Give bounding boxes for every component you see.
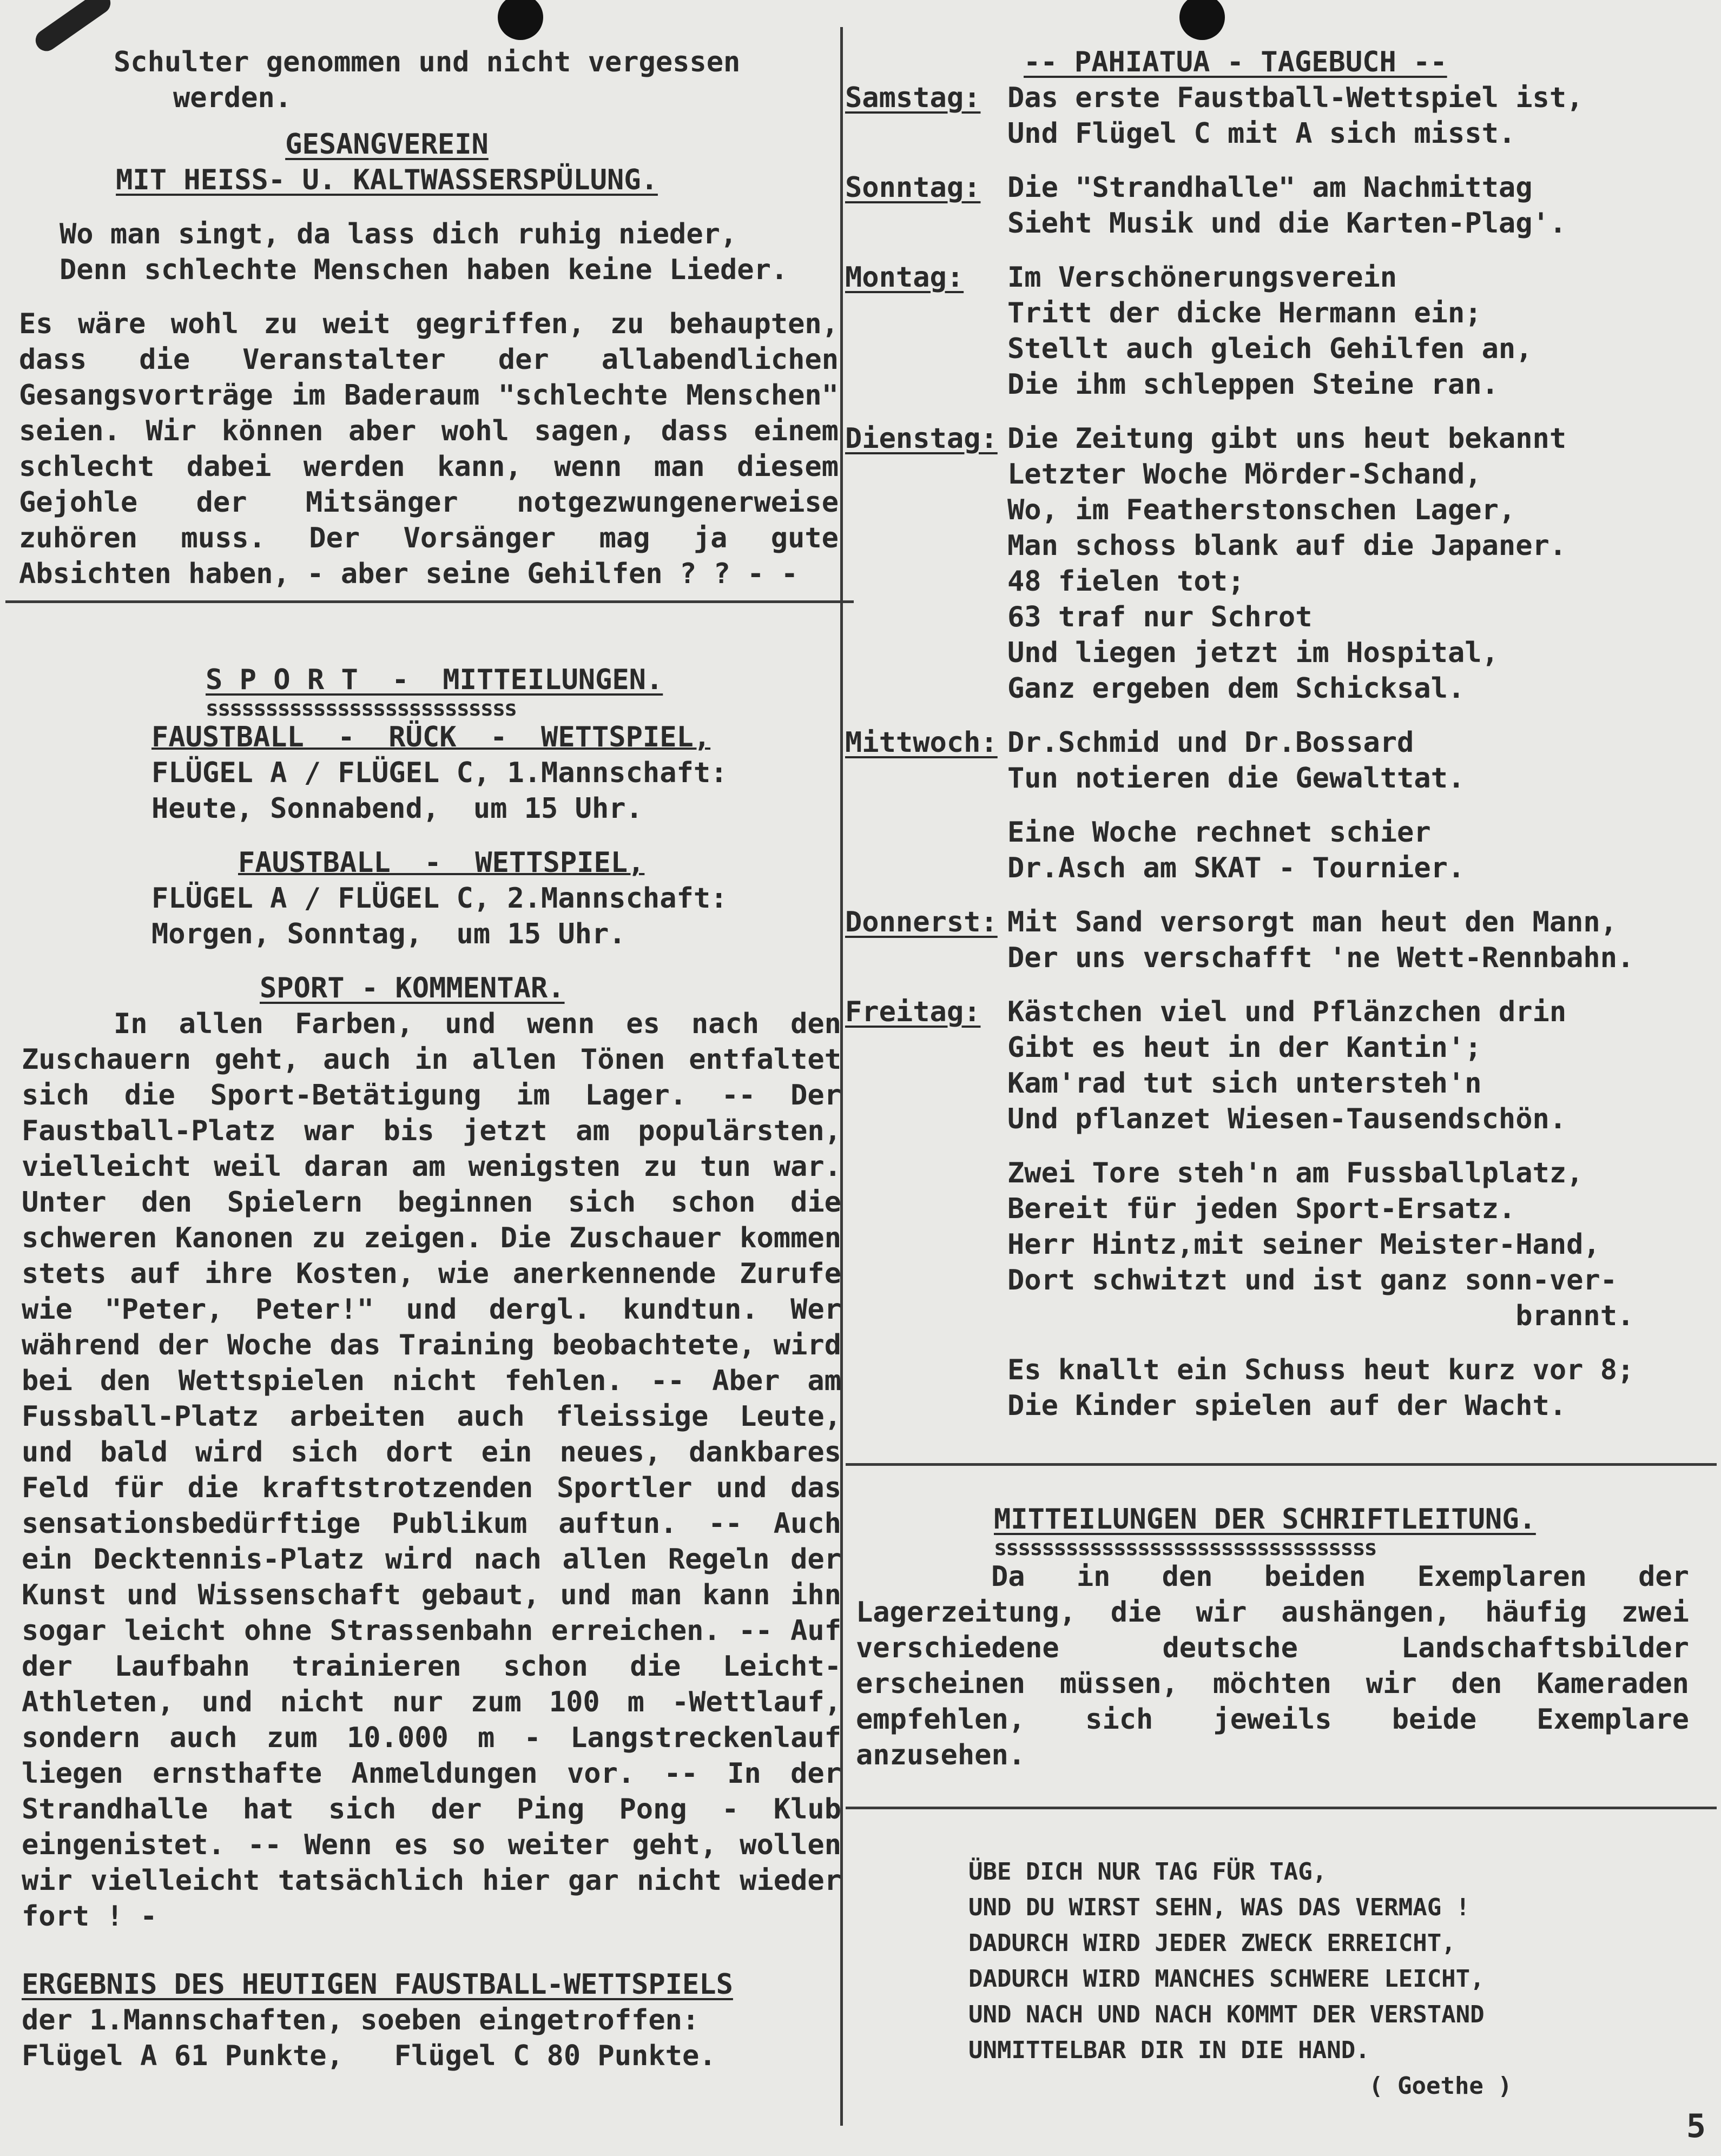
diary-line: Kam'rad tut sich untersteh'n	[1007, 1067, 1482, 1100]
diary-day-label: Mittwoch:	[845, 726, 998, 759]
gesang-heading	[0, 127, 822, 198]
diary-line: Tun notieren die Gewalttat.	[1007, 762, 1465, 795]
intro-line: Schulter genommen und nicht vergessen	[114, 46, 741, 78]
diary-line: Ganz ergeben dem Schicksal.	[1007, 672, 1465, 705]
match-2	[151, 845, 822, 952]
diary-line: Und liegen jetzt im Hospital,	[1007, 637, 1499, 669]
left-column	[19, 44, 841, 2074]
diary-line: Bereit für jeden Sport-Ersatz.	[1007, 1193, 1516, 1225]
ergebnis-line: der 1.Mannschaften, soeben eingetroffen:	[22, 2004, 700, 2036]
diary-line: Mit Sand versorgt man heut den Mann,	[1007, 906, 1618, 938]
diary-line: Die Kinder spielen auf der Wacht.	[1007, 1390, 1567, 1422]
diary-day-label: Samstag:	[845, 82, 981, 114]
diary-line: Im Verschönerungsverein	[1007, 261, 1397, 294]
diary-day-label: Freitag:	[845, 996, 981, 1028]
mitteilungen-heading-deco: ssssssssssssssssssssssssssssssss	[994, 1537, 1376, 1559]
diary-line: 63 traf nur Schrot	[1007, 601, 1313, 633]
diary-line: Tritt der dicke Hermann ein;	[1007, 297, 1482, 329]
motto-line: Wo man singt, da lass dich ruhig nieder,	[60, 218, 737, 250]
gesang-article: Es wäre wohl zu weit gegriffen, zu behaupten, dass die Veranstalter der allabendlichen Gesangsvorträge im Baderaum "schlechte Menschen" seien. Wir können aber wohl sagen, dass einem schlecht dabei werden kann, wenn man diesem Gejohle der Mitsänger notgezwungenerweise zuhören muss. Der Vorsänger mag ja gute Absichten haben, - aber seine Gehilfen ? ? - -	[19, 308, 839, 590]
quote-line: ÜBE DICH NUR TAG FÜR TAG,	[968, 1858, 1327, 1886]
diary-line: brannt.	[1007, 1300, 1634, 1332]
match-2-teams: FLÜGEL A / FLÜGEL C, 2.Mannschaft:	[151, 882, 728, 915]
quote-line: UND NACH UND NACH KOMMT DER VERSTAND	[968, 2001, 1485, 2028]
right-column	[845, 44, 1711, 2104]
ergebnis-line: Flügel A 61 Punkte, Flügel C 80 Punkte.	[22, 2040, 716, 2072]
sport-heading: S P O R T - MITTEILUNGEN.	[206, 664, 663, 696]
diary-freitag	[845, 994, 1711, 1424]
diary-line: Der uns verschafft 'ne Wett-Rennbahn.	[1007, 942, 1634, 974]
gesang-heading-line: GESANGVEREIN	[285, 128, 489, 161]
diary-donnerstag	[845, 904, 1711, 976]
quote-line: UNMITTELBAR DIR IN DIE HAND.	[968, 2036, 1370, 2064]
diary-line: Es knallt ein Schuss heut kurz vor 8;	[1007, 1354, 1634, 1386]
match-1	[151, 719, 822, 826]
gesang-heading-line: MIT HEISS- U. KALTWASSERSPÜLUNG.	[116, 164, 658, 196]
diary-line: Man schoss blank auf die Japaner.	[1007, 530, 1567, 562]
intro-text	[114, 44, 822, 116]
diary-line: Kästchen viel und Pflänzchen drin	[1007, 996, 1567, 1028]
diary-line: Herr Hintz,mit seiner Meister-Hand,	[1007, 1228, 1600, 1261]
diary-line: Die Zeitung gibt uns heut bekannt	[1007, 422, 1567, 455]
goethe-quote	[968, 1854, 1711, 2104]
mitteilungen-heading: MITTEILUNGEN DER SCHRIFTLEITUNG.	[994, 1503, 1536, 1536]
diary-line: Letzter Woche Mörder-Schand,	[1007, 458, 1482, 491]
tagebuch-heading: -- PAHIATUA - TAGEBUCH --	[1024, 46, 1447, 78]
sport-heading-deco: ssssssssssssssssssssssssss	[206, 698, 517, 719]
kommentar-article: In allen Farben, und wenn es nach den Zuschauern geht, auch in allen Tönen entfaltet sich die Sport-Betätigung im Lager. -- Der Faustball-Platz war bis jetzt am populärsten, vielleicht weil daran am wenigsten zu tun war. Unter den Spielern beginnen sich schon die schweren Kanonen zu zeigen. Die Zuschauer kommen stets auf ihre Kosten, wie anerkennende Zurufe wie "Peter, Peter!" und dergl. kundtun. Wer während der Woche das Training beobachtete, wird bei den Wettspielen nicht fehlen. -- Aber am Fussball-Platz arbeiten auch fleissige Leute, und bald wird sich dort ein neues, dankbares Feld für die kraftstrotzenden Sportler und das sensationsbedürftige Publikum auftun. -- Auch ein Decktennis-Platz wird nach allen Regeln der Kunst und Wissenschaft gebaut, und man kann ihn sogar leicht ohne Strassenbahn erreichen. -- Auf der Laufbahn trainieren schon die Leicht-Athleten, und nicht nur zum 100 m -Wettlauf, sondern auch zum 10.000 m - Langstreckenlauf liegen ernsthafte Anmeldungen vor. -- In der Strandhalle hat sich der Ping Pong - Klub eingenistet. -- Wenn es so weiter geht, wollen wir vielleicht tatsächlich hier gar nicht wieder fort ! -	[22, 1008, 841, 1933]
diary-day-label: Dienstag:	[845, 422, 998, 455]
punch-hole-right	[1179, 0, 1225, 40]
kommentar-heading: SPORT - KOMMENTAR.	[260, 972, 565, 1004]
quote-line: UND DU WIRST SEHN, WAS DAS VERMAG !	[968, 1894, 1471, 1921]
match-2-time: Morgen, Sonntag, um 15 Uhr.	[151, 918, 626, 950]
diary-line: Eine Woche rechnet schier	[1007, 816, 1431, 849]
diary-montag	[845, 260, 1711, 402]
diary-line: Das erste Faustball-Wettspiel ist,	[1007, 82, 1584, 114]
diary-line: Die ihm schleppen Steine ran.	[1007, 368, 1499, 401]
match-1-teams: FLÜGEL A / FLÜGEL C, 1.Mannschaft:	[151, 757, 728, 789]
diary-line: 48 fielen tot;	[1007, 565, 1245, 598]
diary-line: Zwei Tore steh'n am Fussballplatz,	[1007, 1157, 1584, 1189]
diary-line: Stellt auch gleich Gehilfen an,	[1007, 333, 1533, 365]
diary-day-label: Donnerst:	[845, 906, 998, 938]
match-1-time: Heute, Sonnabend, um 15 Uhr.	[151, 792, 643, 825]
motto-line: Denn schlechte Menschen haben keine Lieder.	[60, 254, 788, 286]
quote-line: DADURCH WIRD JEDER ZWECK ERREICHT,	[968, 1929, 1456, 1957]
intro-line: werden.	[173, 82, 292, 114]
diary-line: Wo, im Featherstonschen Lager,	[1007, 494, 1516, 526]
diary-sonntag	[845, 170, 1711, 241]
match-2-title: FAUSTBALL - WETTSPIEL,	[238, 846, 645, 879]
diary-line: Und pflanzet Wiesen-Tausendschön.	[1007, 1103, 1567, 1135]
quote-line: DADURCH WIRD MANCHES SCHWERE LEICHT,	[968, 1965, 1485, 1993]
match-1-title: FAUSTBALL - RÜCK - WETTSPIEL,	[151, 721, 711, 753]
diary-dienstag	[845, 421, 1711, 706]
gesang-motto	[60, 216, 822, 288]
ergebnis-heading: ERGEBNIS DES HEUTIGEN FAUSTBALL-WETTSPIELS	[22, 1968, 733, 2001]
diary-mittwoch	[845, 725, 1711, 886]
diary-line: Die "Strandhalle" am Nachmittag	[1007, 171, 1533, 204]
punch-hole-left	[498, 0, 543, 40]
page-number: 5	[1686, 2107, 1706, 2145]
diary-line: Dr.Schmid und Dr.Bossard	[1007, 726, 1414, 759]
mitteilungen-article: Da in den beiden Exemplaren der Lagerzeitung, die wir aushängen, häufig zwei verschiedene deutsche Landschaftsbilder erscheinen müssen, möchten wir den Kameraden empfehlen, sich jeweils beide Exemplare anzusehen.	[856, 1560, 1689, 1771]
diary-day-label: Sonntag:	[845, 171, 981, 204]
quote-author: ( Goethe )	[1369, 2072, 1512, 2100]
diary-line: Dort schwitzt und ist ganz sonn-ver-	[1007, 1264, 1618, 1297]
diary-line: Dr.Asch am SKAT - Tournier.	[1007, 852, 1465, 884]
diary-line: Und Flügel C mit A sich misst.	[1007, 117, 1516, 150]
diary-line: Sieht Musik und die Karten-Plag'.	[1007, 207, 1567, 240]
diary-day-label: Montag:	[845, 261, 964, 294]
diary-line: Gibt es heut in der Kantin';	[1007, 1031, 1482, 1064]
diary-samstag	[845, 80, 1711, 151]
